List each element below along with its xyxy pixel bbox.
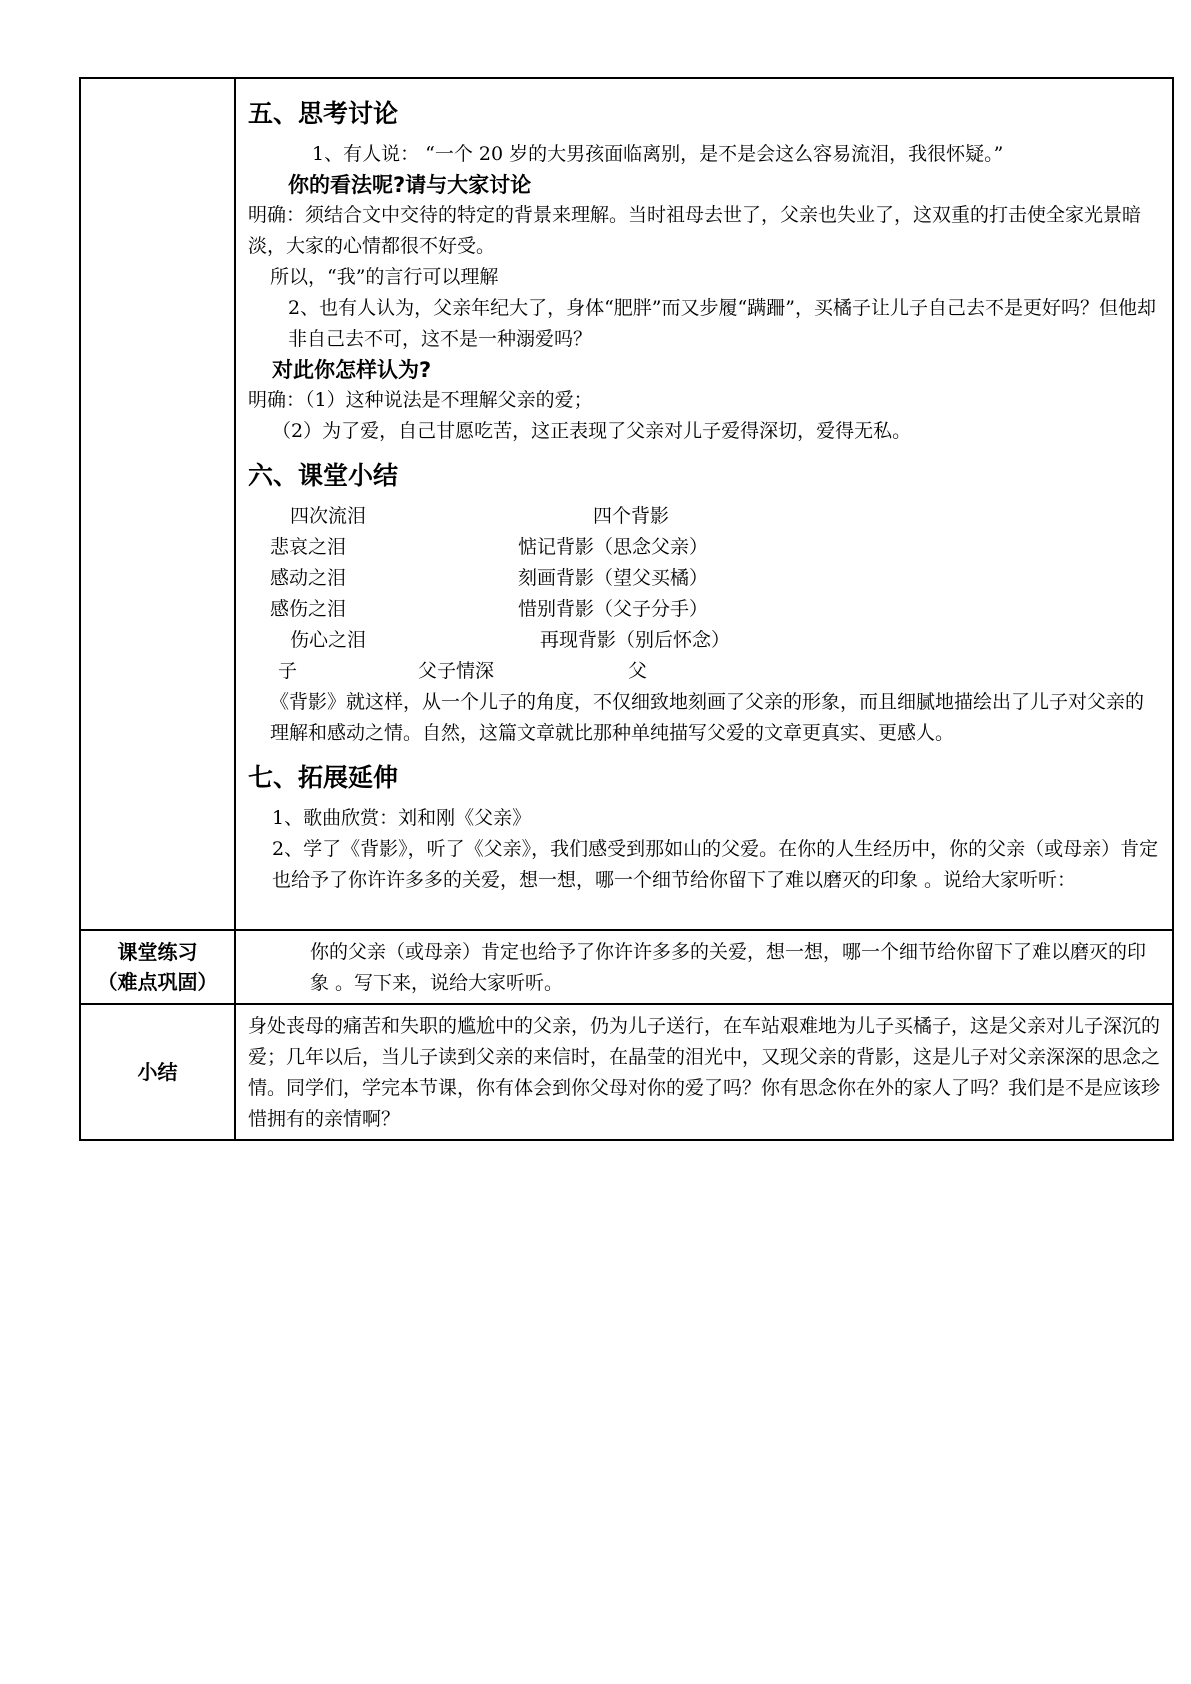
tear-item: 感伤之泪 bbox=[270, 598, 347, 620]
tear-item: 悲哀之泪 bbox=[270, 536, 347, 558]
practice-text: 你的父亲（或母亲）肯定也给予了你许许多多的关爱，想一想，哪一个细节给你留下了难以磨灭的印象 。写下来，说给大家听听。 bbox=[310, 941, 1147, 994]
shadow-item: 刻画背影（望父买橘） bbox=[518, 567, 709, 589]
practice-label-cell bbox=[80, 930, 235, 1004]
practice-sublabel: （难点巩固） bbox=[97, 970, 218, 994]
grid-header: 四次流泪 bbox=[290, 505, 367, 527]
son-label: 子 bbox=[278, 660, 298, 682]
table-row bbox=[80, 1004, 1173, 1140]
question-2: 2、也有人认为，父亲年纪大了，身体“肥胖”而又步履“蹒跚”，买橘子让儿子自己去不是更好吗？但他却非自己去不可，这不是一种溺爱吗？ bbox=[288, 297, 1156, 350]
summary-grid bbox=[248, 501, 1162, 687]
answer-text: （2）为了爱，自己甘愿吃苦，这正表现了父亲对儿子爱得深切，爱得无私。 bbox=[272, 420, 912, 442]
summary-text: 《背影》就这样，从一个儿子的角度，不仅细致地刻画了父亲的形象，而且细腻地描绘出了儿子对父亲的理解和感动之情。自然，这篇文章就比那种单纯描写父爱的文章更真实、更感人。 bbox=[270, 691, 1145, 744]
extension-item: 2、学了《背影》，听了《父亲》，我们感受到那如山的父爱。在你的人生经历中，你的父亲（或母亲）肯定也给予了你许许多多的关爱，想一想，哪一个细节给你留下了难以磨灭的印象 。说给大家听听： bbox=[272, 838, 1159, 891]
section-heading: 五、思考讨论 bbox=[248, 99, 399, 128]
father-label: 父 bbox=[628, 660, 648, 682]
summary-label-cell bbox=[80, 1004, 235, 1140]
extension-item: 1、歌曲欣赏：刘和刚《父亲》 bbox=[272, 807, 532, 829]
answer-text: 明确：须结合文中交待的特定的背景来理解。当时祖母去世了，父亲也失业了，这双重的打击使全家光景暗淡，大家的心情都很不好受。 bbox=[248, 204, 1142, 257]
tear-item: 感动之泪 bbox=[270, 567, 347, 589]
question-1: 1、有人说： “一个 20 岁的大男孩面临离别，是不是会这么容易流泪，我很怀疑。” bbox=[312, 143, 1004, 165]
summary-text: 身处丧母的痛苦和失职的尴尬中的父亲，仍为儿子送行，在车站艰难地为儿子买橘子，这是父亲对儿子深沉的爱；几年以后，当儿子读到父亲的来信时，在晶莹的泪光中，又现父亲的背影，这是儿子对父亲深深的思念之情。同学们，学完本节课，你有体会到你父母对你的爱了吗？你有思念你在外的家人了吗？我们是不是应该珍惜拥有的亲情啊？ bbox=[248, 1015, 1161, 1130]
section-heading: 六、课堂小结 bbox=[248, 461, 399, 490]
practice-label: 课堂练习 bbox=[117, 940, 198, 964]
section-heading: 七、拓展延伸 bbox=[248, 763, 399, 792]
question-prompt: 你的看法呢?请与大家讨论 bbox=[288, 173, 532, 197]
grid-header: 四个背影 bbox=[593, 505, 670, 527]
lesson-plan-table bbox=[79, 77, 1174, 1141]
table-row bbox=[80, 930, 1173, 1004]
table-row bbox=[80, 78, 1173, 930]
summary-content-cell bbox=[235, 1004, 1173, 1140]
question-prompt: 对此你怎样认为? bbox=[272, 358, 432, 382]
content-cell bbox=[235, 78, 1173, 930]
shadow-item: 再现背影（别后怀念） bbox=[540, 629, 731, 651]
tear-item: 伤心之泪 bbox=[290, 629, 367, 651]
empty-label-cell bbox=[80, 78, 235, 930]
shadow-item: 惜别背影（父子分手） bbox=[518, 598, 709, 620]
shadow-item: 惦记背影（思念父亲） bbox=[518, 536, 709, 558]
answer-text: 明确：（1）这种说法是不理解父亲的爱； bbox=[248, 389, 593, 411]
practice-content-cell bbox=[235, 930, 1173, 1004]
summary-label: 小结 bbox=[137, 1060, 178, 1084]
bond-label: 父子情深 bbox=[418, 660, 495, 682]
conclusion-text: 所以，“我”的言行可以理解 bbox=[270, 266, 499, 288]
